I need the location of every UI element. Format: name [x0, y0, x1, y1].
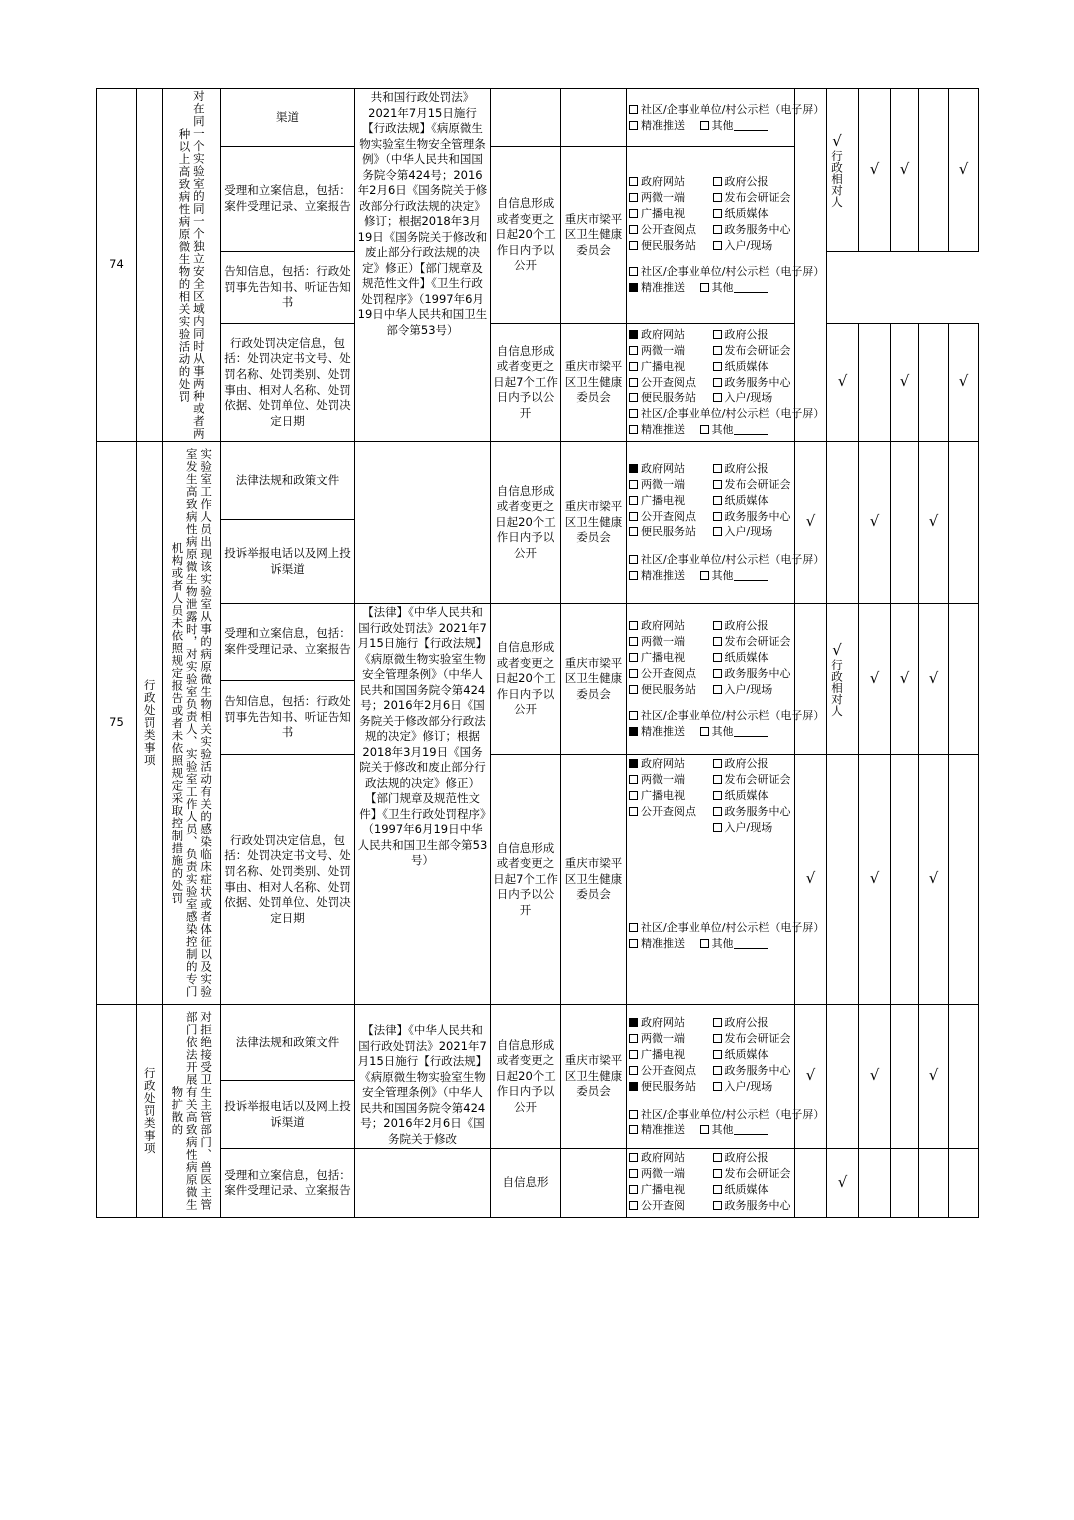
checkbox-gov-website[interactable]: 政府网站 [629, 1015, 711, 1031]
checkbox-precise-push[interactable]: 精准推送 其他 [629, 936, 792, 952]
mark-col-6 [949, 755, 979, 1005]
mark-col-4 [891, 755, 919, 1005]
checkbox-press-conf[interactable]: 发布会研证会 [713, 190, 795, 206]
legal-basis: 【法律】《中华人民共和国行政处罚法》2021年7月15日施行【行政法规】《病原微生物实验室生物安全管理条例》（中华人民共和国国务院令第424号；2016年2月6日《国务院关于修改部分行政法规的决定》修订；根据2018年3月19日《国务院关于修改和废止部分行政法规的决定》修正）【部门规章及规范性文件】《卫生行政处罚程序》（1997年6月19日中华人民共和国卫生部令第53号） [355, 604, 491, 1005]
channel-cell: 投诉举报电话以及网上投诉渠道 [221, 520, 355, 604]
table-row [97, 604, 979, 681]
mark-col-6 [949, 442, 979, 604]
checkbox-press-conf[interactable]: 发布会研证会 [713, 1166, 795, 1182]
legal-basis [355, 442, 491, 604]
mark-col-2: √ [827, 1149, 859, 1218]
channel-cell: 行政处罚决定信息，包括：处罚决定书文号、处罚名称、处罚类别、处罚事由、相对人名称、处罚依据、处罚单位、处罚决定日期 [221, 755, 355, 1005]
org-name: 重庆市梁平区卫生健康委员会 [561, 755, 627, 1005]
checkbox-broadcast[interactable]: 广播电视 [629, 788, 711, 804]
mark-col-5 [919, 324, 949, 442]
org-name: 重庆市梁平区卫生健康委员会 [561, 604, 627, 755]
mark-col-4 [891, 442, 919, 604]
checkbox-gazette[interactable]: 政府公报 [713, 1015, 795, 1031]
checkbox-print-media[interactable]: 纸质媒体 [713, 1047, 795, 1063]
channel-cell: 法律法规和政策文件 [221, 442, 355, 520]
checkbox-gov-website[interactable]: 政府网站 [629, 1150, 711, 1166]
checkbox-broadcast[interactable]: 广播电视 [629, 650, 711, 666]
matter-name-text: 实验室工作人员出现该实验室从事的病原微生物相关实验活动有关的感染临床症状或者体征以及实验室发生高致病性病原微生物泄露时，对实验室负责人、实验室工作人员、负责实验室感染控制的专门机构或者人员未依照规定报告或者未依照规定采取控制措施的处罚 [170, 448, 214, 998]
checkbox-weibo[interactable]: 两微一端 [629, 1166, 711, 1182]
checkbox-gov-website[interactable]: 政府网站 [629, 461, 711, 477]
checkbox-broadcast[interactable]: 广播电视 [629, 359, 711, 375]
time-limit: 自信息形成或者变更之日起20个工作日内予以公开 [491, 442, 561, 604]
checkbox-service-center[interactable]: 政务服务中心 [713, 222, 795, 238]
checkbox-print-media[interactable]: 纸质媒体 [713, 206, 795, 222]
mark-col-2: √行政相对人 [827, 89, 859, 252]
checkbox-service-station[interactable]: 便民服务站 [629, 682, 711, 698]
matter-name [163, 1005, 221, 1218]
channel-cell: 告知信息，包括：行政处罚事先告知书、听证告知书 [221, 252, 355, 324]
channel-checkboxes[interactable] [627, 604, 825, 755]
item-type [137, 442, 163, 1005]
checkbox-gazette[interactable]: 政府公报 [713, 327, 795, 343]
channel-cell: 受理和立案信息，包括：案件受理记录、立案报告 [221, 147, 355, 252]
channel-cell: 受理和立案信息，包括：案件受理记录、立案报告 [221, 604, 355, 681]
channel-checkboxes[interactable] [627, 89, 825, 147]
disclosure-table [96, 88, 979, 1218]
mark-col-2 [827, 755, 859, 1005]
mark-col-1 [795, 1149, 827, 1218]
channel-cell: 受理和立案信息，包括：案件受理记录、立案报告 [221, 1149, 355, 1218]
checkbox-community[interactable]: 社区/企事业单位/村公示栏（电子屏） [629, 920, 792, 936]
mark-col-5 [919, 89, 949, 252]
mark-col-5: √ [919, 442, 949, 604]
checkbox-reading-point[interactable]: 公开查阅 [629, 1198, 711, 1214]
matter-name-text: 对在同一个实验室的同一个独立安全区域内同时从事两种或者两种以上高致病性病原微生物的相关实验活动的处罚 [177, 90, 206, 440]
checkbox-service-center[interactable]: 政务服务中心 [713, 375, 795, 391]
mark-col-4 [891, 1005, 919, 1149]
mark-col-4: √ [891, 324, 919, 442]
checkbox-reading-point[interactable]: 公开查阅点 [629, 222, 711, 238]
legal-basis: 共和国行政处罚法》2021年7月15日施行【行政法规】《病原微生物实验室生物安全管理条例》（中华人民共和国国务院令第424号；2016年2月6日《国务院关于修改部分行政法规的决定》修订；根据2018年3月19日《国务院关于修改和废止部分行政法规的决定》修正）【部门规章及规范性文件】《卫生行政处罚程序》（1997年6月19日中华人民共和国卫生部令第53号） [355, 89, 491, 442]
checkbox-service-station[interactable]: 便民服务站 [629, 524, 711, 540]
checkbox-service-center[interactable]: 政务服务中心 [713, 804, 795, 820]
checkbox-print-media[interactable]: 纸质媒体 [713, 359, 795, 375]
mark-col-3: √ [859, 442, 891, 604]
checkbox-reading-point[interactable]: 公开查阅点 [629, 666, 711, 682]
checkbox-onsite[interactable]: 入户/现场 [713, 390, 795, 406]
checkbox-reading-point[interactable]: 公开查阅点 [629, 375, 711, 391]
checkbox-service-center[interactable]: 政务服务中心 [713, 1198, 795, 1214]
checkbox-gazette[interactable]: 政府公报 [713, 618, 795, 634]
checkbox-broadcast[interactable]: 广播电视 [629, 1047, 711, 1063]
checkbox-precise-push[interactable]: 精准推送 其他 [629, 1122, 792, 1138]
checkbox-press-conf[interactable]: 发布会研证会 [713, 1031, 795, 1047]
org-name [561, 89, 627, 147]
channel-cell: 告知信息，包括：行政处罚事先告知书、听证告知书 [221, 681, 355, 755]
checkbox-gov-website[interactable]: 政府网站 [629, 618, 711, 634]
mark-col-3: √ [859, 755, 891, 1005]
table-row [97, 442, 979, 520]
checkbox-reading-point[interactable]: 公开查阅点 [629, 804, 711, 820]
channel-checkboxes[interactable] [627, 1149, 795, 1218]
channel-checkboxes[interactable] [627, 442, 825, 604]
org-name: 重庆市梁平区卫生健康委员会 [561, 1005, 627, 1149]
mark-col-6: √ [949, 89, 979, 252]
checkbox-press-conf[interactable]: 发布会研证会 [713, 634, 795, 650]
legal-basis [355, 1149, 491, 1218]
mark-col-3: √ [859, 1005, 891, 1149]
checkbox-press-conf[interactable]: 发布会研证会 [713, 772, 795, 788]
checkbox-weibo[interactable]: 两微一端 [629, 772, 711, 788]
time-limit: 自信息形成或者变更之日起20个工作日内予以公开 [491, 147, 561, 324]
mark-col-1: √ [795, 442, 827, 604]
checkbox-gazette[interactable]: 政府公报 [713, 756, 795, 772]
item-type [137, 1005, 163, 1218]
mark-col-1 [795, 604, 827, 755]
mark-col-1: √ [795, 755, 827, 1005]
channel-checkboxes[interactable] [627, 1005, 825, 1149]
checkbox-press-conf[interactable]: 发布会研证会 [713, 343, 795, 359]
checkbox-precise-push[interactable]: 精准推送 其他 [629, 724, 792, 740]
checkbox-precise-push[interactable]: 精准推送 其他 [629, 118, 824, 134]
org-name: 重庆市梁平区卫生健康委员会 [561, 147, 627, 324]
checkbox-community[interactable]: 社区/企事业单位/村公示栏（电子屏） [629, 1107, 792, 1123]
checkbox-onsite[interactable]: 入户/现场 [713, 682, 795, 698]
org-name: 重庆市梁平区卫生健康委员会 [561, 324, 627, 442]
time-limit: 自信息形成或者变更之日起20个工作日内予以公开 [491, 604, 561, 755]
item-type-text: 行政处罚类事项 [142, 679, 157, 767]
mark-col-2: √ [827, 324, 859, 442]
checkbox-service-center[interactable]: 政务服务中心 [713, 509, 795, 525]
checkbox-community[interactable]: 社区/企事业单位/村公示栏（电子屏） [629, 552, 792, 568]
checkbox-print-media[interactable]: 纸质媒体 [713, 493, 795, 509]
mark-col-2 [827, 442, 859, 604]
mark-col-4 [891, 1149, 919, 1218]
checkbox-weibo[interactable]: 两微一端 [629, 1031, 711, 1047]
matter-name [163, 89, 221, 442]
checkbox-weibo[interactable]: 两微一端 [629, 190, 711, 206]
checkbox-print-media[interactable]: 纸质媒体 [713, 1182, 795, 1198]
mark-col-3: √ [859, 89, 891, 252]
legal-basis: 【法律】《中华人民共和国行政处罚法》2021年7月15日施行【行政法规】《病原微生物实验室生物安全管理条例》（中华人民共和国国务院令第424号；2016年2月6日《国务院关于修改 [355, 1005, 491, 1149]
mark-col-1: √ [795, 1005, 827, 1149]
table-row [97, 1149, 979, 1218]
mark-col-6: √ [949, 324, 979, 442]
checkbox-gazette[interactable]: 政府公报 [713, 174, 795, 190]
checkbox-precise-push[interactable]: 精准推送 其他 [629, 568, 792, 584]
checkbox-service-center[interactable]: 政务服务中心 [713, 666, 795, 682]
matter-name-text: 对拒绝接受卫生主管部门、兽医主管部门依法开展有关高致病性病原微生物扩散的 [170, 1011, 214, 1211]
time-limit: 自信息形成或者变更之日起20个工作日内予以公开 [491, 1005, 561, 1149]
mark-col-2: √行政相对人 [827, 604, 859, 755]
checkbox-press-conf[interactable]: 发布会研证会 [713, 477, 795, 493]
checkbox-community[interactable]: 社区/企事业单位/村公示栏（电子屏） [629, 406, 792, 422]
checkbox-precise-push[interactable]: 精准推送 其他 [629, 422, 792, 438]
checkbox-gov-website[interactable]: 政府网站 [629, 327, 711, 343]
item-type [137, 89, 163, 442]
checkbox-weibo[interactable]: 两微一端 [629, 477, 711, 493]
mark-col-3 [859, 1149, 891, 1218]
checkbox-reading-point[interactable]: 公开查阅点 [629, 1063, 711, 1079]
checkbox-broadcast[interactable]: 广播电视 [629, 1182, 711, 1198]
mark-col-5: √ [919, 1005, 949, 1149]
mark-col-4: √ [891, 89, 919, 252]
row-number: 74 [97, 89, 137, 442]
channel-cell: 法律法规和政策文件 [221, 1005, 355, 1081]
checkbox-gazette[interactable]: 政府公报 [713, 1150, 795, 1166]
time-limit: 自信息形成或者变更之日起7个工作日内予以公开 [491, 755, 561, 1005]
checkbox-broadcast[interactable]: 广播电视 [629, 493, 711, 509]
channel-cell: 投诉举报电话以及网上投诉渠道 [221, 1081, 355, 1149]
table-row [97, 324, 979, 442]
mark-col-5: √ [919, 604, 949, 755]
time-limit [491, 89, 561, 147]
checkbox-reading-point[interactable]: 公开查阅点 [629, 509, 711, 525]
checkbox-weibo[interactable]: 两微一端 [629, 343, 711, 359]
checkbox-onsite[interactable]: 入户/现场 [713, 820, 795, 836]
channel-checkboxes[interactable] [627, 147, 825, 324]
mark-col-3: √ [859, 604, 891, 755]
mark-col-6 [949, 1149, 979, 1218]
checkbox-gov-website[interactable]: 政府网站 [629, 174, 711, 190]
checkbox-community[interactable]: 社区/企事业单位/村公示栏（电子屏） [629, 102, 824, 118]
checkbox-onsite[interactable]: 入户/现场 [713, 1079, 795, 1095]
org-name: 重庆市梁平区卫生健康委员会 [561, 442, 627, 604]
checkbox-community[interactable]: 社区/企事业单位/村公示栏（电子屏） [629, 264, 792, 280]
mark-col-4: √ [891, 604, 919, 755]
checkbox-service-station[interactable]: 便民服务站 [629, 390, 711, 406]
item-type-text: 行政处罚类事项 [142, 1067, 157, 1155]
row-number: 75 [97, 442, 137, 1005]
mark-col-6 [949, 1005, 979, 1149]
checkbox-gazette[interactable]: 政府公报 [713, 461, 795, 477]
row-number [97, 1005, 137, 1218]
checkbox-service-station[interactable]: 便民服务站 [629, 1079, 711, 1095]
table-row [97, 1005, 979, 1081]
mark-col-5: √ [919, 755, 949, 1005]
checkbox-broadcast[interactable]: 广播电视 [629, 206, 711, 222]
checkbox-print-media[interactable]: 纸质媒体 [713, 788, 795, 804]
channel-checkboxes[interactable] [627, 324, 825, 442]
mark-col-3 [859, 324, 891, 442]
checkbox-onsite[interactable]: 入户/现场 [713, 524, 795, 540]
mark-col-2 [827, 1005, 859, 1149]
org-name [561, 1149, 627, 1218]
checkbox-service-station[interactable]: 便民服务站 [629, 238, 711, 254]
table-row [97, 755, 979, 1005]
checkbox-service-center[interactable]: 政务服务中心 [713, 1063, 795, 1079]
checkbox-weibo[interactable]: 两微一端 [629, 634, 711, 650]
time-limit: 自信息形成或者变更之日起7个工作日内予以公开 [491, 324, 561, 442]
channel-checkboxes[interactable] [627, 755, 825, 1005]
channel-cell: 行政处罚决定信息，包括：处罚决定书文号、处罚名称、处罚类别、处罚事由、相对人名称、处罚依据、处罚单位、处罚决定日期 [221, 324, 355, 442]
checkbox-gov-website[interactable]: 政府网站 [629, 756, 711, 772]
channel-cell: 渠道 [221, 89, 355, 147]
matter-name [163, 442, 221, 1005]
checkbox-print-media[interactable]: 纸质媒体 [713, 650, 795, 666]
time-limit: 自信息形 [491, 1149, 561, 1218]
mark-col-6 [949, 604, 979, 755]
checkbox-onsite[interactable]: 入户/现场 [713, 238, 795, 254]
mark-col-5 [919, 1149, 949, 1218]
checkbox-community[interactable]: 社区/企事业单位/村公示栏（电子屏） [629, 708, 792, 724]
table-row [97, 89, 979, 147]
checkbox-precise-push[interactable]: 精准推送 其他 [629, 280, 792, 296]
